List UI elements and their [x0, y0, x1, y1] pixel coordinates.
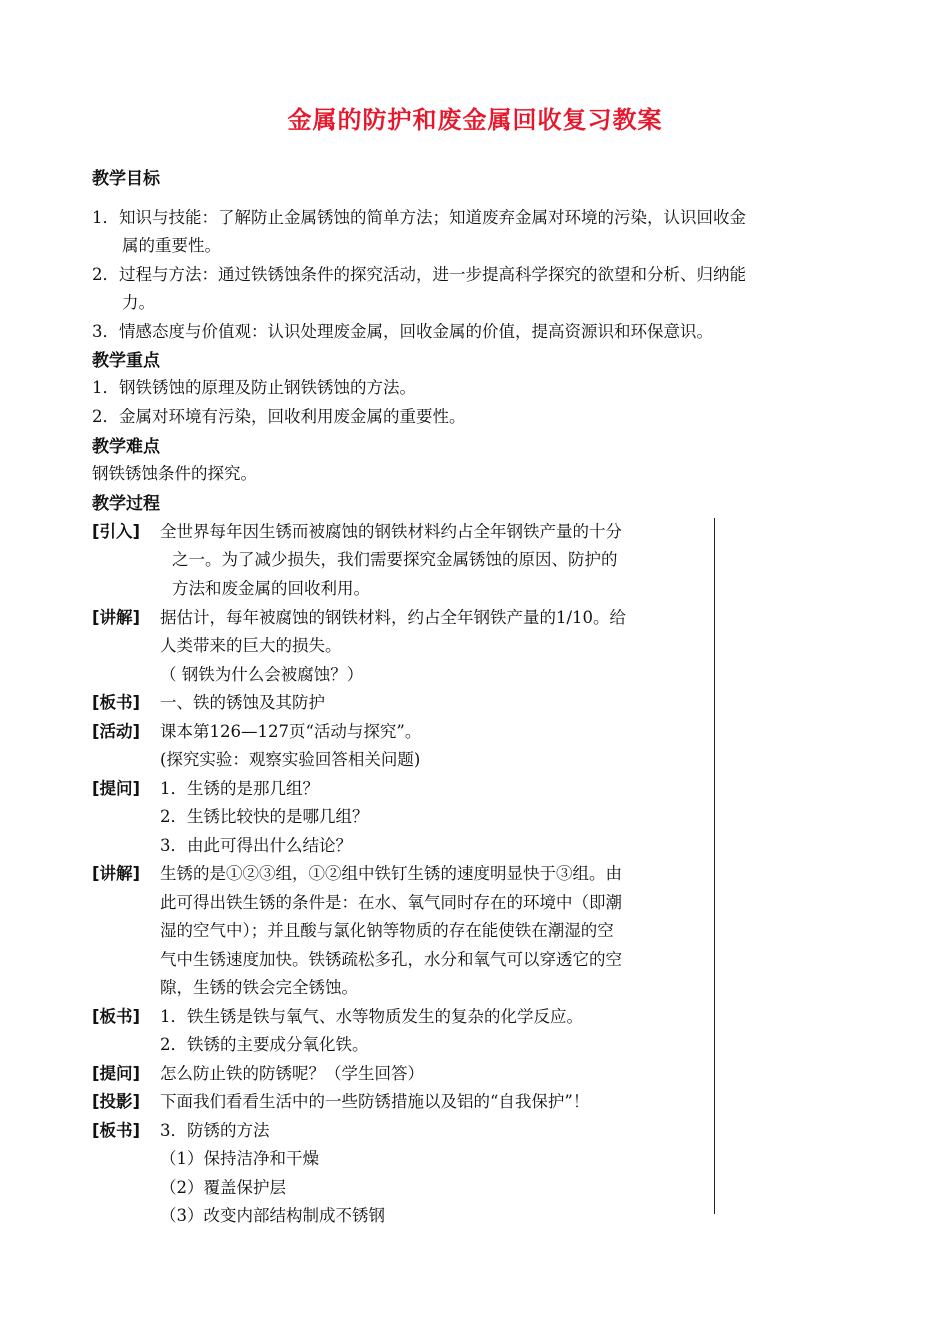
process-line: 3．由此可得出什么结论？ [160, 836, 352, 855]
process-tag-intro: [引入] [92, 522, 141, 541]
process-line: 之一。为了减少损失，我们需要探究金属锈蚀的原因、防护的 [172, 550, 618, 569]
section-heading-key-points: 教学重点 [92, 351, 160, 371]
objective-3-line-1: 3．情感态度与价值观：认识处理废金属，回收金属的价值，提高资源识和环保意识。 [92, 322, 713, 341]
process-line: 据估计，每年被腐蚀的钢铁材料，约占全年钢铁产量的1/10。给 [160, 608, 627, 627]
process-line: 2．生锈比较快的是哪几组？ [160, 807, 369, 826]
process-line: 怎么防止铁的防锈呢？（学生回答） [160, 1064, 424, 1083]
process-tag-lecture: [讲解] [92, 864, 141, 883]
process-line: （ 钢铁为什么会被腐蚀？） [160, 665, 364, 684]
section-heading-objectives: 教学目标 [92, 169, 160, 189]
process-line: （3）改变内部结构制成不锈钢 [160, 1206, 385, 1225]
process-tag-projection: [投影] [92, 1092, 141, 1111]
process-line: 隙，生锈的铁会完全锈蚀。 [160, 978, 358, 997]
process-tag-question: [提问] [92, 1064, 141, 1083]
objective-1-line-2: 属的重要性。 [122, 236, 221, 255]
objective-2-line-2: 力。 [122, 293, 155, 312]
process-line: 湿的空气中）；并且酸与氯化钠等物质的存在能使铁在潮湿的空 [160, 921, 614, 940]
process-line: 一、铁的锈蚀及其防护 [160, 693, 325, 712]
process-line: 方法和废金属的回收利用。 [172, 579, 370, 598]
process-tag-board: [板书] [92, 1007, 141, 1026]
key-point-1: 1．钢铁锈蚀的原理及防止钢铁锈蚀的方法。 [92, 378, 416, 397]
process-line: 生锈的是①②③组，①②组中铁钉生锈的速度明显快于③组。由 [160, 864, 622, 883]
difficulty-text: 钢铁锈蚀条件的探究。 [92, 464, 257, 483]
process-line: 全世界每年因生锈而被腐蚀的钢铁材料约占全年钢铁产量的十分 [160, 522, 622, 541]
section-heading-difficulty: 教学难点 [92, 437, 160, 457]
section-heading-process: 教学过程 [92, 494, 160, 514]
margin-rule [714, 518, 715, 1214]
process-tag-lecture: [讲解] [92, 608, 141, 627]
process-tag-board: [板书] [92, 693, 141, 712]
process-line: 此可得出铁生锈的条件是：在水、氧气同时存在的环境中（即潮 [160, 893, 622, 912]
process-line: 2．铁锈的主要成分氧化铁。 [160, 1035, 369, 1054]
process-line: 下面我们看看生活中的一些防锈措施以及铝的“自我保护”！ [160, 1092, 590, 1111]
key-point-2: 2．金属对环境有污染，回收利用废金属的重要性。 [92, 407, 466, 426]
process-line: 气中生锈速度加快。铁锈疏松多孔，水分和氧气可以穿透它的空 [160, 950, 622, 969]
process-tag-question: [提问] [92, 779, 141, 798]
process-line: （2）覆盖保护层 [160, 1178, 286, 1197]
process-tag-activity: [活动] [92, 722, 141, 741]
objective-2-line-1: 2．过程与方法：通过铁锈蚀条件的探究活动，进一步提高科学探究的欲望和分析、归纳能 [92, 265, 746, 284]
document-title: 金属的防护和废金属回收复习教案 [287, 106, 663, 134]
process-line: 1．生锈的是那几组？ [160, 779, 319, 798]
process-line: 1．铁生锈是铁与氧气、水等物质发生的复杂的化学反应。 [160, 1007, 583, 1026]
process-line: 人类带来的巨大的损失。 [160, 636, 342, 655]
objective-1-line-1: 1．知识与技能：了解防止金属锈蚀的简单方法；知道废弃金属对环境的污染，认识回收金 [92, 208, 746, 227]
process-line: 3．防锈的方法 [160, 1121, 270, 1140]
process-tag-board: [板书] [92, 1121, 141, 1140]
process-line: （1）保持洁净和干燥 [160, 1149, 319, 1168]
process-line: (探究实验：观察实验回答相关问题) [160, 750, 421, 769]
process-line: 课本第126—127页“活动与探究”。 [160, 722, 422, 741]
